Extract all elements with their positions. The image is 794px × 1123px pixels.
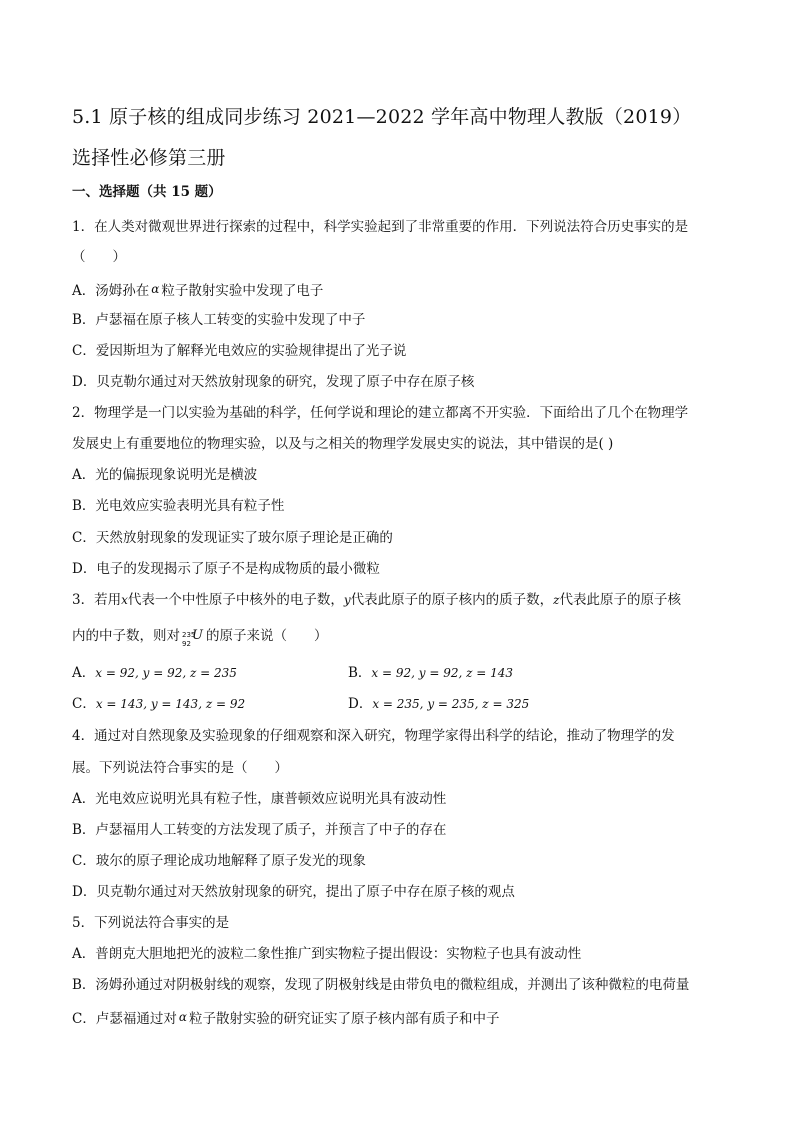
- alpha-symbol: α: [151, 282, 160, 296]
- q1-stem-line-1: 1．在人类对微观世界进行探索的过程中，科学实验起到了非常重要的作用．下列说法符合历史事实的是: [72, 219, 689, 235]
- q4-option-c: C．玻尔的原子理论成功地解释了原子发光的现象: [72, 853, 366, 869]
- q3-var-z: z: [553, 593, 560, 607]
- q1-option-a-prefix: A．汤姆孙在: [72, 283, 150, 299]
- q3-option-c-value: x = 143, y = 143, z = 92: [95, 697, 246, 711]
- q2-option-a: A．光的偏振现象说明光是横波: [72, 467, 258, 483]
- q2-option-c: C．天然放射现象的发现证实了玻尔原子理论是正确的: [72, 530, 393, 546]
- q1-option-a: [72, 280, 732, 300]
- q5-option-a: A．普朗克大胆地把光的波粒二象性推广到实物粒子提出假设：实物粒子也具有波动性: [72, 946, 582, 962]
- q1-option-d: D．贝克勒尔通过对天然放射现象的研究，发现了原子中存在原子核: [72, 374, 475, 390]
- q3-stem-line-1: [72, 591, 732, 609]
- q3-option-a-label: A．: [72, 665, 96, 681]
- q2-option-d: D．电子的发现揭示了原子不是构成物质的最小微粒: [72, 561, 380, 577]
- document-title-line-2: 选择性必修第三册: [72, 147, 226, 169]
- q3-option-b: [348, 664, 513, 682]
- q3-option-d: [348, 695, 529, 713]
- q3-var-y: y: [343, 593, 351, 607]
- q3-option-c-label: C．: [72, 696, 96, 712]
- q3-option-b-value: x = 92, y = 92, z = 143: [371, 666, 514, 680]
- q5-option-c-prefix: C．卢瑟福通过对: [72, 1011, 177, 1027]
- q3-text-5: 内的中子数，则对: [72, 628, 180, 644]
- nuclide-element: U: [192, 628, 203, 643]
- q1-option-b: B．卢瑟福在原子核人工转变的实验中发现了中子: [72, 312, 366, 328]
- q5-option-b: B．汤姆孙通过对阴极射线的观察，发现了阴极射线是由带负电的微粒组成，并测出了该种微粒的电荷量: [72, 977, 690, 993]
- q3-option-a-value: x = 92, y = 92, z = 235: [95, 666, 237, 680]
- q3-text-2: 代表一个中性原子中核外的电子数，: [127, 592, 344, 608]
- q2-option-b: B．光电效应实验表明光具有粒子性: [72, 498, 285, 514]
- q4-option-d: D．贝克勒尔通过对天然放射现象的研究，提出了原子中存在原子核的观点: [72, 884, 515, 900]
- q5-option-c-suffix: 粒子散射实验的研究证实了原子核内部有质子和中子: [188, 1011, 500, 1027]
- q1-option-c: C．爱因斯坦为了解释光电效应的实验规律提出了光子说: [72, 343, 407, 359]
- q3-text-3: 代表此原子的原子核内的质子数，: [350, 592, 554, 608]
- q1-option-a-suffix: 粒子散射实验中发现了电子: [161, 283, 324, 299]
- q3-text-4: 代表此原子的原子核: [559, 592, 681, 608]
- q4-option-a: A．光电效应说明光具有粒子性，康普顿效应说明光具有波动性: [72, 791, 447, 807]
- nuclide-atomic-number: 92: [182, 640, 191, 648]
- section-heading: 一、选择题（共 15 题）: [72, 184, 222, 200]
- q3-option-d-label: D．: [348, 696, 373, 712]
- q3-option-b-label: B．: [348, 665, 372, 681]
- alpha-symbol: α: [178, 1010, 187, 1024]
- q4-stem-line-2: 展。下列说法符合事实的是（ ）: [72, 760, 288, 776]
- q2-stem-line-1: 2．物理学是一门以实验为基础的科学，任何学说和理论的建立都离不开实验．下面给出了几个在物理学: [72, 405, 689, 421]
- q3-text-1: 3．若用: [72, 592, 122, 608]
- document-title-line-1: 5.1 原子核的组成同步练习 2021—2022 学年高中物理人教版（2019）: [72, 106, 692, 128]
- q3-text-6: 的原子来说（ ）: [206, 628, 328, 644]
- q4-option-b: B．卢瑟福用人工转变的方法发现了质子，并预言了中子的存在: [72, 822, 447, 838]
- q5-option-c: [72, 1008, 732, 1028]
- q1-stem-line-2: （ ）: [72, 249, 126, 265]
- q3-var-x: x: [121, 593, 128, 607]
- q3-option-d-value: x = 235, y = 235, z = 325: [372, 697, 530, 711]
- q5-stem: 5．下列说法符合事实的是: [72, 915, 230, 931]
- nuclide-mass-number: 235: [182, 631, 196, 639]
- q4-stem-line-1: 4．通过对自然现象及实验现象的仔细观察和深入研究，物理学家得出科学的结论，推动了物理学的发: [72, 728, 675, 744]
- q2-stem-line-2: 发展史上有重要地位的物理实验，以及与之相关的物理学发展史实的说法，其中错误的是( ): [72, 436, 614, 452]
- uranium-nuclide-symbol: [180, 627, 206, 648]
- q3-stem-line-2: [72, 627, 732, 648]
